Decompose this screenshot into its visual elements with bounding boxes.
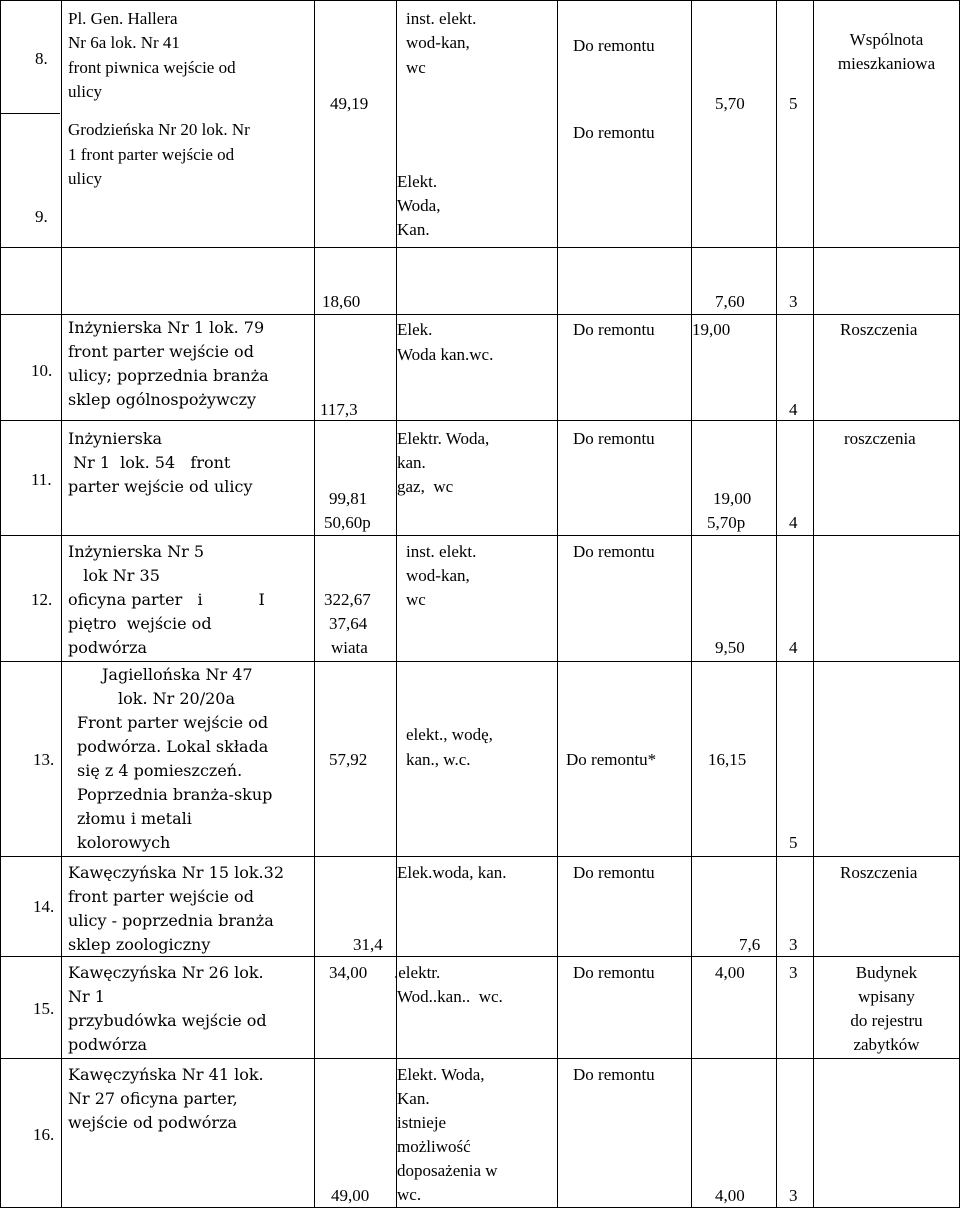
- address-line: kolorowych: [77, 833, 171, 852]
- rate-value: 19,00: [692, 320, 731, 339]
- notes-line: Budynek: [855, 963, 918, 982]
- row-number: 11.: [31, 470, 52, 489]
- grid-line: [0, 247, 960, 248]
- media-line: wc: [406, 58, 426, 77]
- address-line: parter wejście od ulicy: [68, 477, 253, 496]
- grid-line: [0, 420, 960, 421]
- state-value: Do remontu: [573, 320, 655, 339]
- media-line: Elekt. Woda,: [397, 1065, 485, 1084]
- count-value: 4: [789, 513, 798, 532]
- grid-line: [314, 0, 315, 1208]
- address-line: sklep ogólnospożywczy: [68, 390, 257, 409]
- address-line: Kawęczyńska Nr 15 lok.32: [68, 863, 284, 882]
- address-line: Pl. Gen. Hallera: [68, 9, 178, 28]
- address-line: Nr 27 oficyna parter,: [68, 1089, 238, 1108]
- media-line: inst. elekt.: [406, 542, 477, 561]
- notes-value: Roszczenia: [840, 320, 918, 339]
- rate-value: 5,70: [715, 94, 745, 113]
- count-value: 3: [789, 1186, 798, 1205]
- row-number: 10.: [31, 361, 53, 380]
- grid-line: [0, 535, 960, 536]
- address-line: front parter wejście od: [68, 342, 254, 361]
- address-line: piętro wejście od: [68, 614, 212, 633]
- address-line: Kawęczyńska Nr 41 lok.: [68, 1065, 264, 1084]
- media-line: Elek.woda, kan.: [397, 863, 507, 882]
- count-value: 3: [789, 935, 798, 954]
- rate-value: 7,6: [739, 935, 761, 954]
- grid-line: [691, 0, 692, 1208]
- grid-line: [0, 113, 60, 114]
- row-number: 8.: [35, 49, 48, 68]
- area-value: 34,00: [329, 963, 368, 982]
- rate-line: 5,70p: [707, 513, 746, 532]
- grid-line: [0, 0, 960, 1]
- state-value: Do remontu: [573, 36, 655, 55]
- address-line: Poprzednia branża-skup: [77, 785, 273, 804]
- row-number: 14.: [33, 897, 55, 916]
- media-line: Elekt.: [397, 172, 438, 191]
- address-line: ulicy - poprzednia branża: [68, 911, 274, 930]
- area-value: 57,92: [329, 750, 368, 769]
- address-line: Inżynierska: [68, 429, 163, 448]
- address-line: wejście od podwórza: [68, 1113, 237, 1132]
- area-line: 99,81: [329, 489, 368, 508]
- grid-line: [776, 0, 777, 1208]
- count-value: 5: [789, 94, 798, 113]
- media-line: wc.: [397, 1185, 422, 1204]
- notes-line: do rejestru: [850, 1011, 923, 1030]
- media-line: możliwość: [397, 1137, 471, 1156]
- address-line: Front parter wejście od: [77, 713, 269, 732]
- address-line: Inżynierska Nr 5: [68, 542, 205, 561]
- address-line: ulicy: [68, 169, 102, 188]
- address-line: podwórza: [68, 638, 148, 657]
- state-value: Do remontu*: [566, 750, 657, 769]
- state-value: Do remontu: [573, 429, 655, 448]
- address-line: Nr 6a lok. Nr 41: [68, 33, 180, 52]
- state-value: Do remontu: [573, 1065, 655, 1084]
- media-line: Elektr. Woda,: [397, 429, 490, 448]
- row-number: 16.: [33, 1125, 55, 1144]
- media-line: Elek.: [397, 320, 433, 339]
- media-line: Woda kan.wc.: [397, 345, 494, 364]
- notes-line: Wspólnota: [849, 30, 924, 49]
- grid-line: [0, 1058, 960, 1059]
- state-value: Do remontu: [573, 963, 655, 982]
- row-number: 9.: [35, 207, 48, 226]
- media-line: wod-kan,: [406, 33, 470, 52]
- address-line: sklep zoologiczny: [68, 935, 211, 954]
- media-line: inst. elekt.: [406, 9, 477, 28]
- rate-line: 19,00: [713, 489, 752, 508]
- media-line: istnieje: [397, 1113, 447, 1132]
- media-line: Woda,: [397, 196, 441, 215]
- address-line: lok Nr 35: [68, 566, 160, 585]
- row-number: 12.: [31, 590, 53, 609]
- area-line: 322,67: [324, 590, 371, 609]
- rate-value: 16,15: [708, 750, 747, 769]
- media-line: kan.: [397, 453, 426, 472]
- rate-value: 9,50: [715, 638, 745, 657]
- media-line: wc: [406, 590, 426, 609]
- state-value: Do remontu: [573, 863, 655, 882]
- media-line: Kan.: [397, 220, 430, 239]
- address-line: lok. Nr 20/20a: [118, 689, 235, 708]
- address-line: podwórza. Lokal składa: [77, 737, 269, 756]
- area-value: 49,00: [331, 1186, 370, 1205]
- address-line: Inżynierska Nr 1 lok. 79: [68, 318, 265, 337]
- area-line: wiata: [331, 638, 368, 657]
- row-number: 13.: [33, 750, 55, 769]
- media-line: elekt., wodę,: [406, 725, 493, 744]
- area-value: 18,60: [322, 292, 361, 311]
- grid-line: [0, 856, 960, 857]
- notes-line: mieszkaniowa: [837, 54, 936, 73]
- address-line: ulicy; poprzednia branża: [68, 366, 269, 385]
- address-line: Kawęczyńska Nr 26 lok.: [68, 963, 264, 982]
- address-line: złomu i metali: [77, 809, 192, 828]
- media-line: Kan.: [397, 1089, 430, 1108]
- grid-line: [557, 0, 558, 1208]
- address-line: podwórza: [68, 1035, 148, 1054]
- media-line: Wod..kan.. wc.: [397, 987, 503, 1006]
- grid-line: [0, 314, 960, 315]
- address-line: Nr 1: [68, 987, 105, 1006]
- notes-value: Roszczenia: [840, 863, 918, 882]
- address-line: Nr 1 lok. 54 front: [68, 453, 231, 472]
- address-line: front piwnica wejście od: [68, 58, 236, 77]
- media-line: wod-kan,: [406, 566, 470, 585]
- media-line: doposażenia w: [397, 1161, 498, 1180]
- area-value: 49,19: [330, 94, 369, 113]
- media-line: gaz, wc: [397, 477, 454, 496]
- notes-line: wpisany: [858, 987, 915, 1006]
- address-line: 1 front parter wejście od: [68, 145, 235, 164]
- area-value: 31,4: [353, 935, 383, 954]
- count-value: 3: [789, 963, 798, 982]
- address-line: Jagiellońska Nr 47: [102, 665, 253, 684]
- notes-line: zabytków: [853, 1035, 920, 1054]
- grid-line: [0, 956, 960, 957]
- area-line: 37,64: [329, 614, 368, 633]
- count-value: 3: [789, 292, 798, 311]
- notes-value: roszczenia: [844, 429, 916, 448]
- address-line: Grodzieńska Nr 20 lok. Nr: [68, 120, 250, 139]
- address-line: ulicy: [68, 82, 102, 101]
- count-value: 4: [789, 400, 798, 419]
- address-line: przybudówka wejście od: [68, 1011, 267, 1030]
- area-value: 117,3: [320, 400, 358, 419]
- grid-line: [0, 661, 960, 662]
- media-line: .elektr.: [394, 963, 441, 982]
- address-line: front parter wejście od: [68, 887, 254, 906]
- rate-value: 4,00: [715, 963, 745, 982]
- count-value: 4: [789, 638, 798, 657]
- rate-value: 4,00: [715, 1186, 745, 1205]
- count-value: 5: [789, 833, 798, 852]
- media-line: kan., w.c.: [406, 750, 471, 769]
- address-line: oficyna parter i I: [68, 590, 265, 609]
- address-line: się z 4 pomieszczeń.: [77, 761, 243, 780]
- grid-line: [61, 0, 62, 1208]
- grid-line: [0, 0, 1, 1208]
- rate-value: 7,60: [715, 292, 745, 311]
- row-number: 15.: [33, 999, 55, 1018]
- state-value: Do remontu: [573, 123, 655, 142]
- state-value: Do remontu: [573, 542, 655, 561]
- area-line: 50,60p: [324, 513, 371, 532]
